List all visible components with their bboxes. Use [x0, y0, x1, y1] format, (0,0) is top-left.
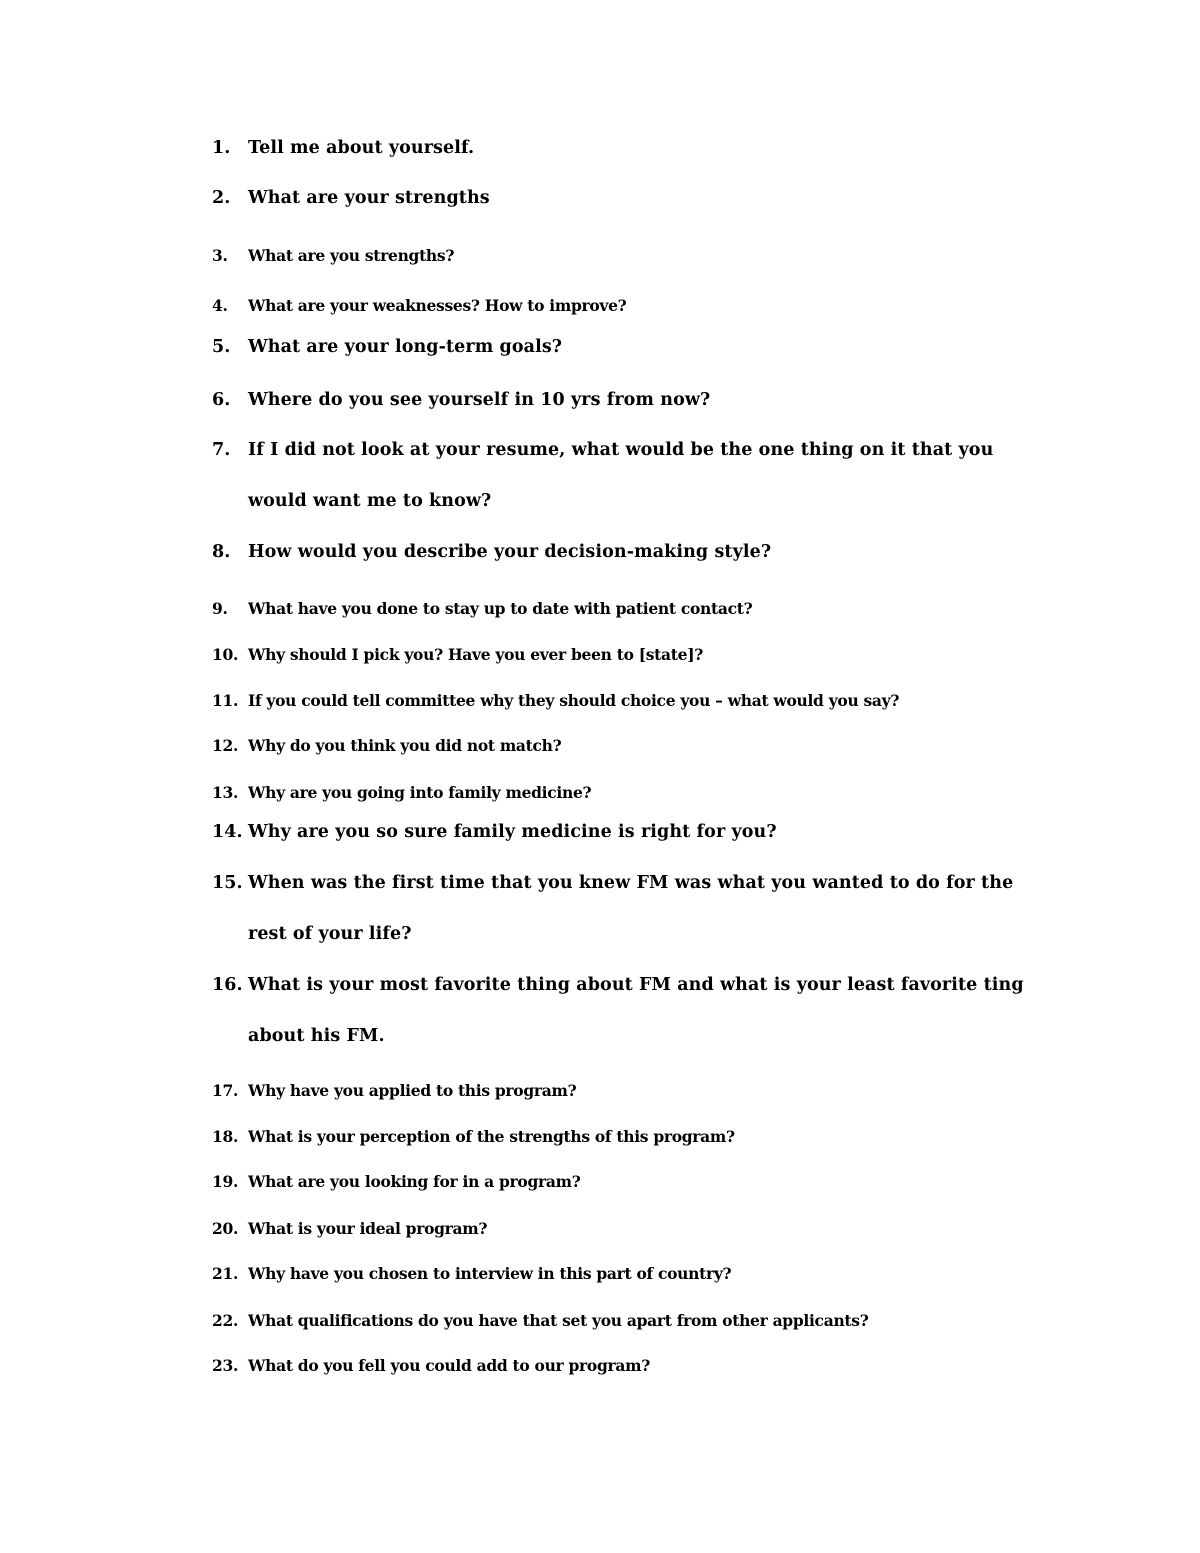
item-text: What are you strengths?	[248, 246, 455, 265]
list-item	[212, 807, 1032, 858]
list-item	[212, 173, 1032, 224]
item-number: 9.	[212, 599, 228, 618]
item-text: What are your long-term goals?	[248, 337, 563, 357]
item-number: 4.	[212, 296, 228, 315]
item-number: 12.	[212, 736, 239, 755]
item-text: What are your strengths	[248, 188, 490, 208]
list-item	[212, 375, 1032, 426]
item-text: When was the first time that you knew FM was what you wanted to do for the rest of your life?	[248, 873, 1014, 944]
item-number: 6.	[212, 390, 231, 410]
item-number: 21.	[212, 1264, 239, 1283]
list-item	[212, 1262, 1032, 1286]
item-text: Why are you going into family medicine?	[248, 783, 592, 802]
list-item	[212, 123, 1032, 174]
item-number: 7.	[212, 440, 231, 460]
list-item	[212, 1217, 1032, 1241]
item-text: Why are you so sure family medicine is right for you?	[248, 822, 777, 842]
list-item	[212, 527, 1032, 578]
item-text: Why have you chosen to interview in this part of country?	[248, 1264, 732, 1283]
list-item	[212, 322, 1032, 373]
list-item	[212, 1309, 1032, 1333]
item-text: Why should I pick you? Have you ever been to [state]?	[248, 645, 704, 664]
item-number: 13.	[212, 783, 239, 802]
list-item	[212, 1354, 1032, 1378]
item-text: What do you fell you could add to our program?	[248, 1356, 650, 1375]
list-item	[212, 294, 1032, 318]
item-text: What is your most favorite thing about FM and what is your least favorite ting about his FM.	[248, 975, 1024, 1046]
item-number: 11.	[212, 691, 239, 710]
item-text: Why do you think you did not match?	[248, 736, 562, 755]
item-number: 1.	[212, 138, 231, 158]
item-text: What is your perception of the strengths of this program?	[248, 1127, 735, 1146]
list-item	[212, 425, 1032, 527]
item-number: 5.	[212, 337, 231, 357]
item-text: How would you describe your decision-making style?	[248, 542, 772, 562]
item-text: Where do you see yourself in 10 yrs from now?	[248, 390, 711, 410]
item-number: 20.	[212, 1219, 239, 1238]
item-number: 2.	[212, 188, 231, 208]
item-number: 8.	[212, 542, 231, 562]
item-number: 18.	[212, 1127, 239, 1146]
item-text: Tell me about yourself.	[248, 138, 475, 158]
item-text: Why have you applied to this program?	[248, 1081, 577, 1100]
item-text: What qualifications do you have that set you apart from other applicants?	[248, 1311, 869, 1330]
list-item	[212, 858, 1032, 960]
list-item	[212, 1079, 1032, 1103]
list-item	[212, 643, 1032, 667]
item-number: 15.	[212, 873, 243, 893]
list-item	[212, 734, 1032, 758]
list-item	[212, 597, 1032, 621]
item-number: 14.	[212, 822, 243, 842]
item-text: What are your weaknesses? How to improve?	[248, 296, 627, 315]
item-number: 17.	[212, 1081, 239, 1100]
item-number: 23.	[212, 1356, 239, 1375]
item-number: 22.	[212, 1311, 239, 1330]
list-item	[212, 1125, 1032, 1149]
item-number: 19.	[212, 1172, 239, 1191]
list-item	[212, 244, 1032, 268]
list-item	[212, 1170, 1032, 1194]
item-text: If I did not look at your resume, what would be the one thing on it that you would want me to know?	[248, 440, 994, 511]
item-number: 16.	[212, 975, 243, 995]
list-item	[212, 781, 1032, 805]
list-item	[212, 960, 1032, 1062]
item-text: If you could tell committee why they should choice you – what would you say?	[248, 691, 900, 710]
item-number: 3.	[212, 246, 228, 265]
item-number: 10.	[212, 645, 239, 664]
list-item	[212, 689, 1032, 713]
item-text: What have you done to stay up to date with patient contact?	[248, 599, 753, 618]
item-text: What are you looking for in a program?	[248, 1172, 581, 1191]
item-text: What is your ideal program?	[248, 1219, 488, 1238]
